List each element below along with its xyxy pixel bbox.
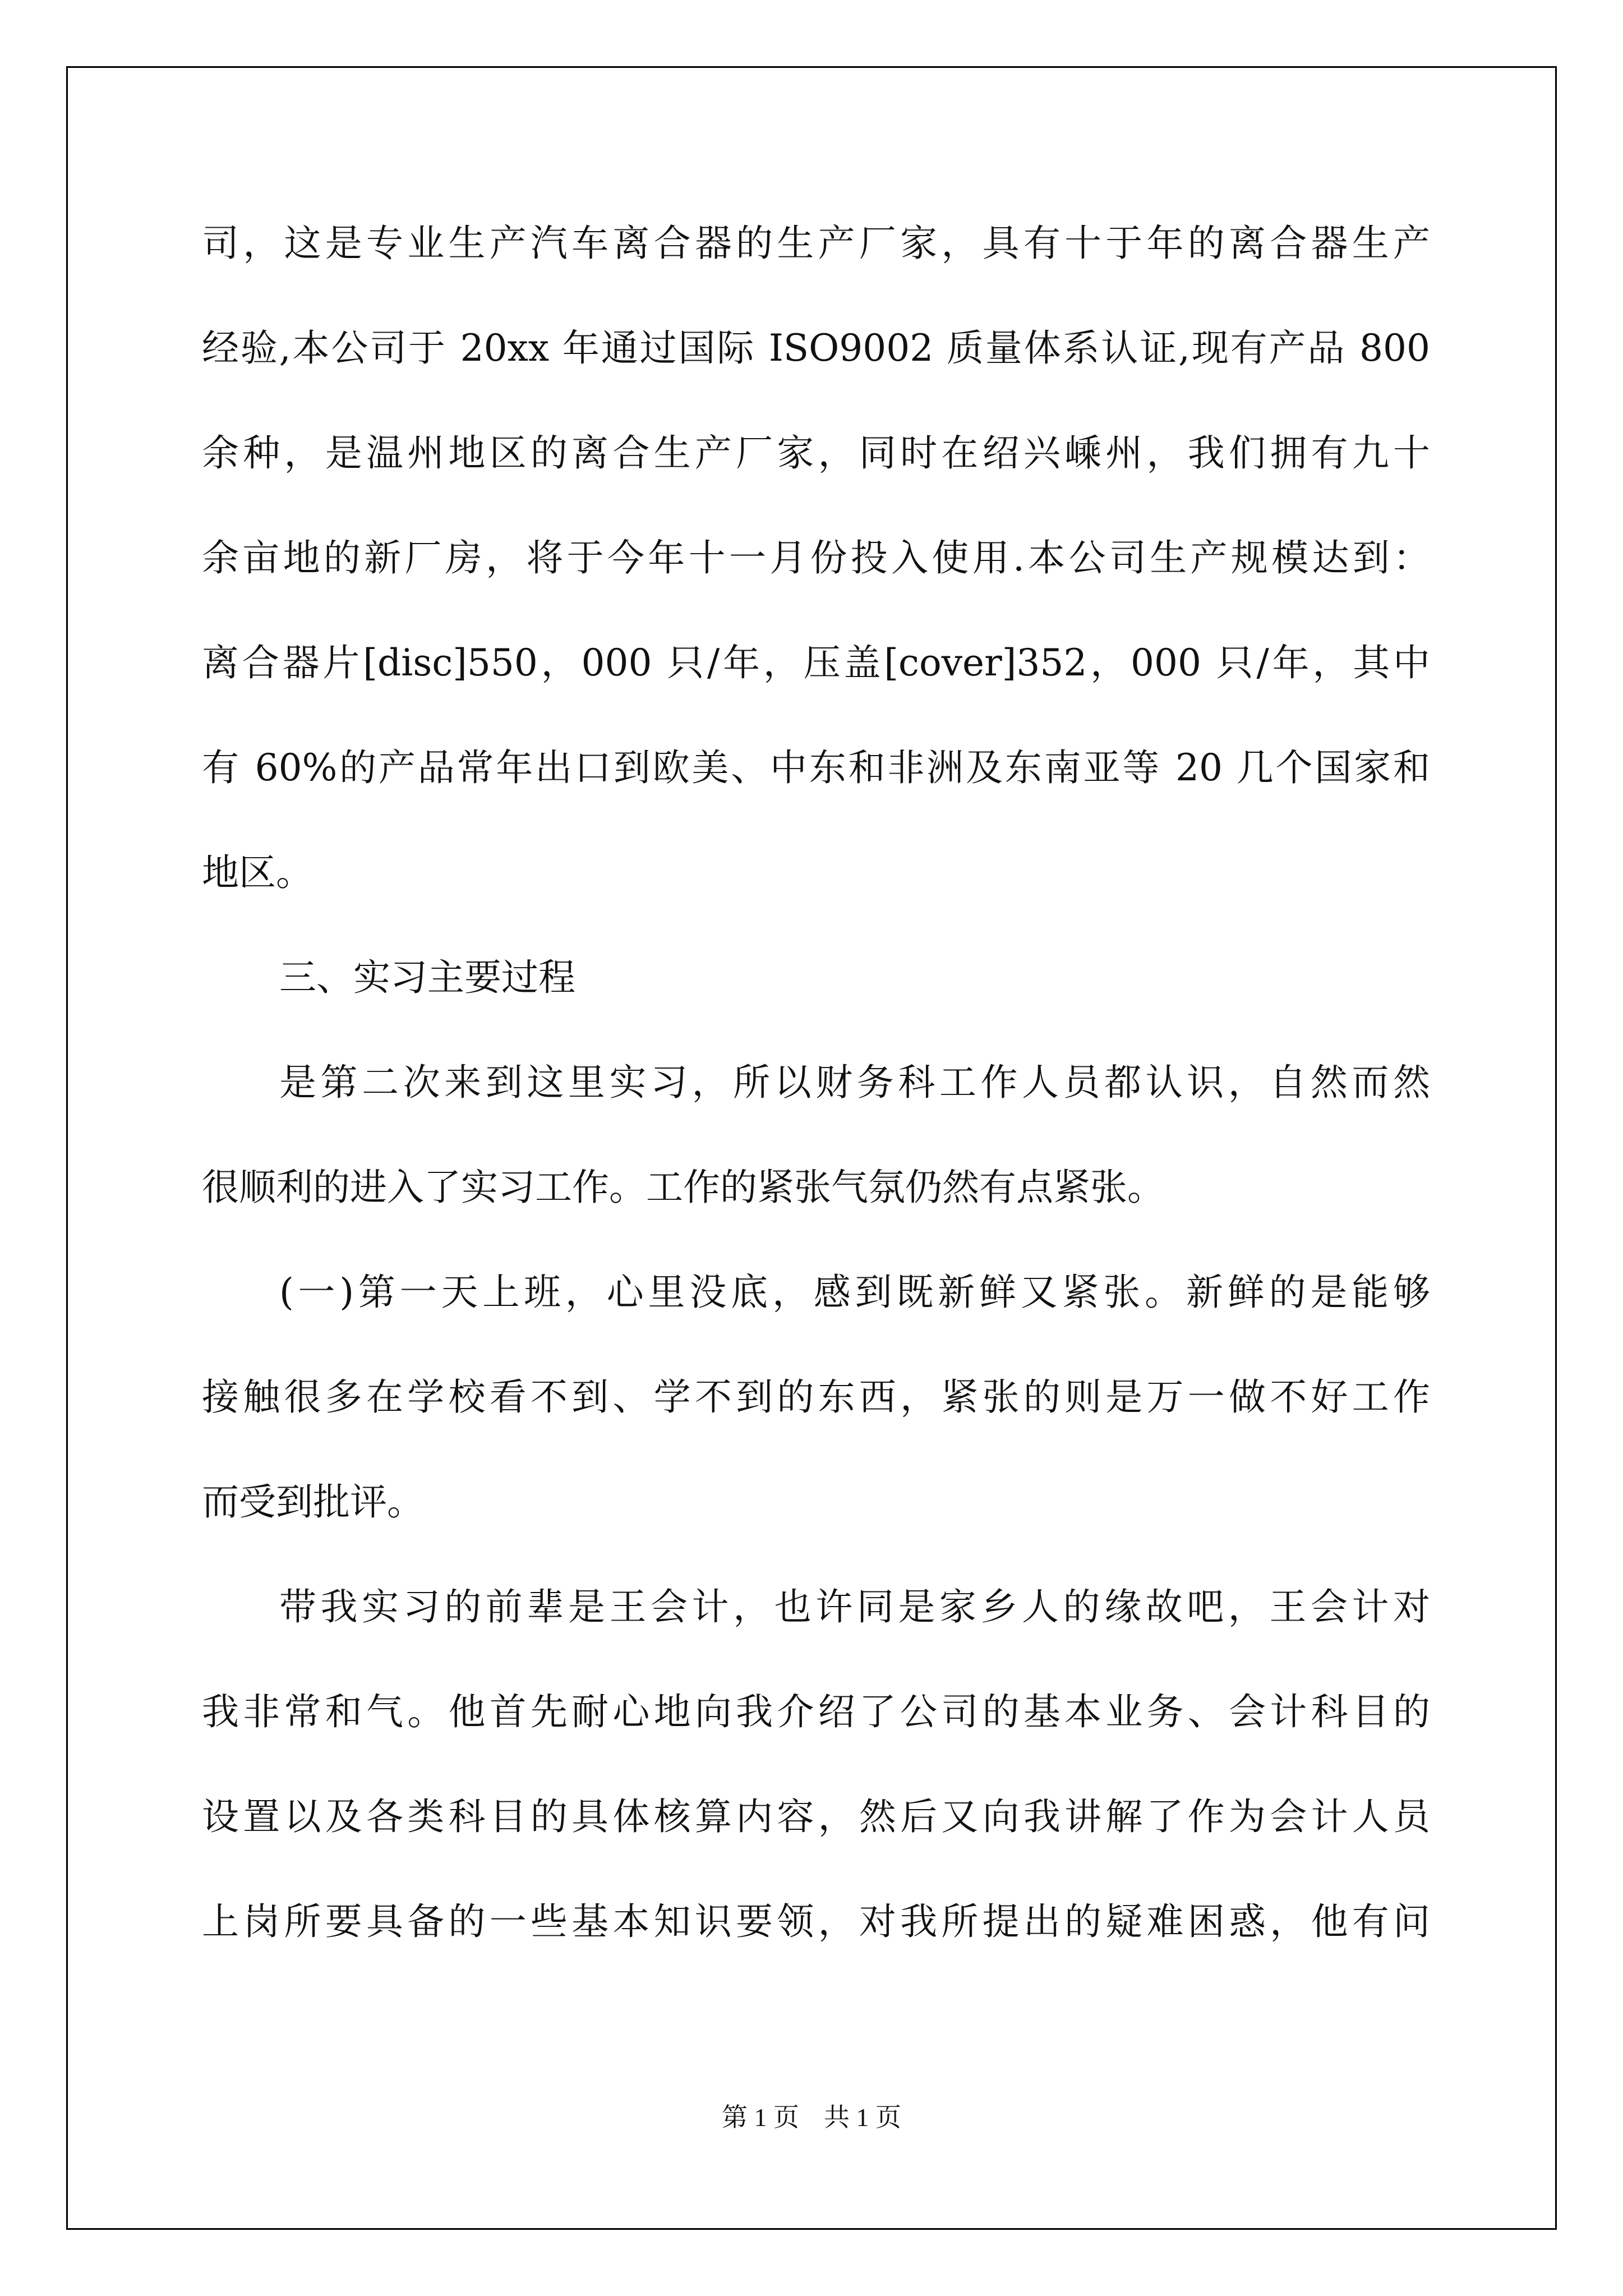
text-line: 离合器片[disc]550，000 只/年，压盖[cover]352，000 只/年，其中 [202, 641, 1430, 684]
page-number: 第 1 页 [722, 2103, 799, 2132]
text-line: 经验,本公司于 20xx 年通过国际 ISO9002 质量体系认证,现有产品 800 [202, 326, 1430, 370]
text-line: 接触很多在学校看不到、学不到的东西，紧张的则是万一做不好工作 [202, 1375, 1430, 1419]
document-body [202, 191, 1430, 1974]
text-line: 地区。 [202, 851, 313, 894]
text-line: 很顺利的进入了实习工作。工作的紧张气氛仍然有点紧张。 [202, 1166, 1164, 1209]
page-total: 共 1 页 [824, 2103, 901, 2132]
text-line: 我非常和气。他首先耐心地向我介绍了公司的基本业务、会计科目的 [202, 1690, 1430, 1733]
text-line: 上岗所要具备的一些基本知识要领，对我所提出的疑难困惑，他有问 [202, 1900, 1430, 1943]
text-line: 司，这是专业生产汽车离合器的生产厂家，具有十于年的离合器生产 [202, 222, 1430, 265]
text-line: 带我实习的前辈是王会计，也许同是家乡人的缘故吧，王会计对 [279, 1585, 1430, 1628]
text-line: 设置以及各类科目的具体核算内容，然后又向我讲解了作为会计人员 [202, 1795, 1430, 1838]
text-line: (一)第一天上班，心里没底，感到既新鲜又紧张。新鲜的是能够 [279, 1271, 1430, 1314]
page-footer [0, 2097, 1623, 2134]
text-line: 余亩地的新厂房，将于今年十一月份投入使用.本公司生产规模达到： [202, 536, 1430, 579]
text-line: 是第二次来到这里实习，所以财务科工作人员都认识，自然而然 [279, 1061, 1430, 1104]
section-heading: 三、实习主要过程 [279, 956, 575, 999]
text-line: 余种，是温州地区的离合生产厂家，同时在绍兴嵊州，我们拥有九十 [202, 431, 1430, 475]
text-line: 有 60%的产品常年出口到欧美、中东和非洲及东南亚等 20 几个国家和 [202, 746, 1430, 789]
text-line: 而受到批评。 [202, 1480, 424, 1524]
